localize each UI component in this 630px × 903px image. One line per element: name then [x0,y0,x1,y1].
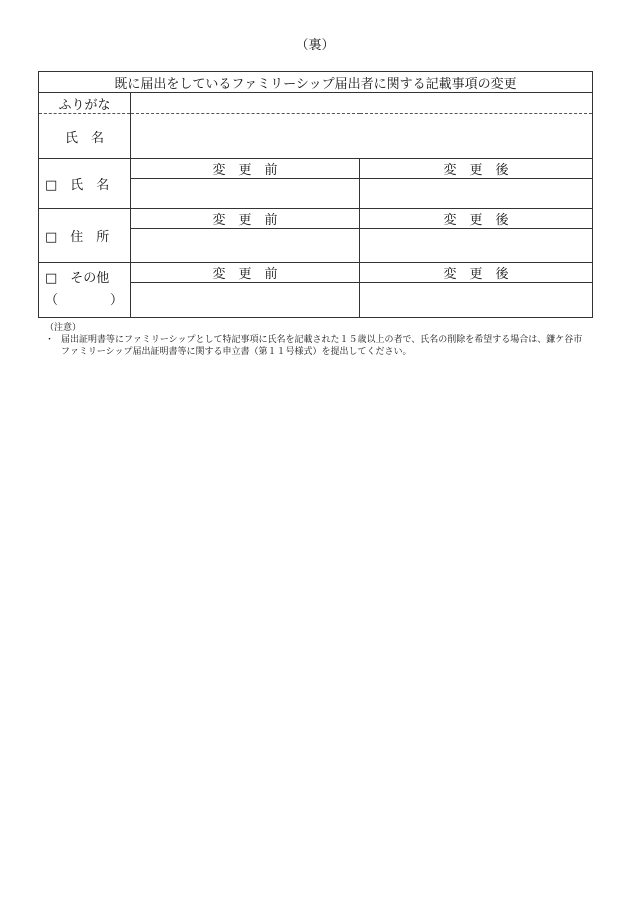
furigana-field[interactable] [131,93,593,114]
change-other-checkbox-label: □ その他 [45,271,110,286]
page-side-label: （裏） [295,38,335,53]
other-after-header: 変 更 後 [360,263,593,283]
name-label: 氏 名 [39,114,131,159]
change-other-cell[interactable] [39,263,131,318]
name-field[interactable] [131,114,593,159]
other-before-header: 変 更 前 [131,263,360,283]
change-address-header-row [39,209,593,229]
form-title-row [39,72,593,93]
address-after-field[interactable] [360,229,593,263]
change-other-header-row [39,263,593,283]
change-name-checkbox-label[interactable]: □ 氏 名 [39,159,131,209]
change-form-table [38,71,593,318]
note-bullet: ・ [45,335,55,345]
notes-section [45,322,590,358]
furigana-label: ふりがな [39,93,131,114]
note-item [45,334,590,358]
address-before-field[interactable] [131,229,360,263]
change-address-checkbox-label[interactable]: □ 住 所 [39,209,131,263]
note-text [61,334,590,358]
name-row [39,114,593,159]
name-before-field[interactable] [131,179,360,209]
name-before-header: 変 更 前 [131,159,360,179]
change-other-paren: （ ） [45,293,124,308]
notes-heading: （注意） [45,323,82,333]
note-line-1: 届出証明書等にファミリーシップとして特記事項に氏名を記載された１５歳以上の者で、氏名の削除を希望する場合は、鎌ケ谷市 [61,335,583,345]
other-after-field[interactable] [360,283,593,318]
furigana-row [39,93,593,114]
form-title: 既に届出をしているファミリーシップ届出者に関する記載事項の変更 [39,72,593,93]
address-before-header: 変 更 前 [131,209,360,229]
other-before-field[interactable] [131,283,360,318]
change-name-header-row [39,159,593,179]
note-line-2: ファミリーシップ届出証明書等に関する申立書（第１１号様式）を提出してください。 [61,347,412,357]
address-after-header: 変 更 後 [360,209,593,229]
name-after-header: 変 更 後 [360,159,593,179]
name-after-field[interactable] [360,179,593,209]
